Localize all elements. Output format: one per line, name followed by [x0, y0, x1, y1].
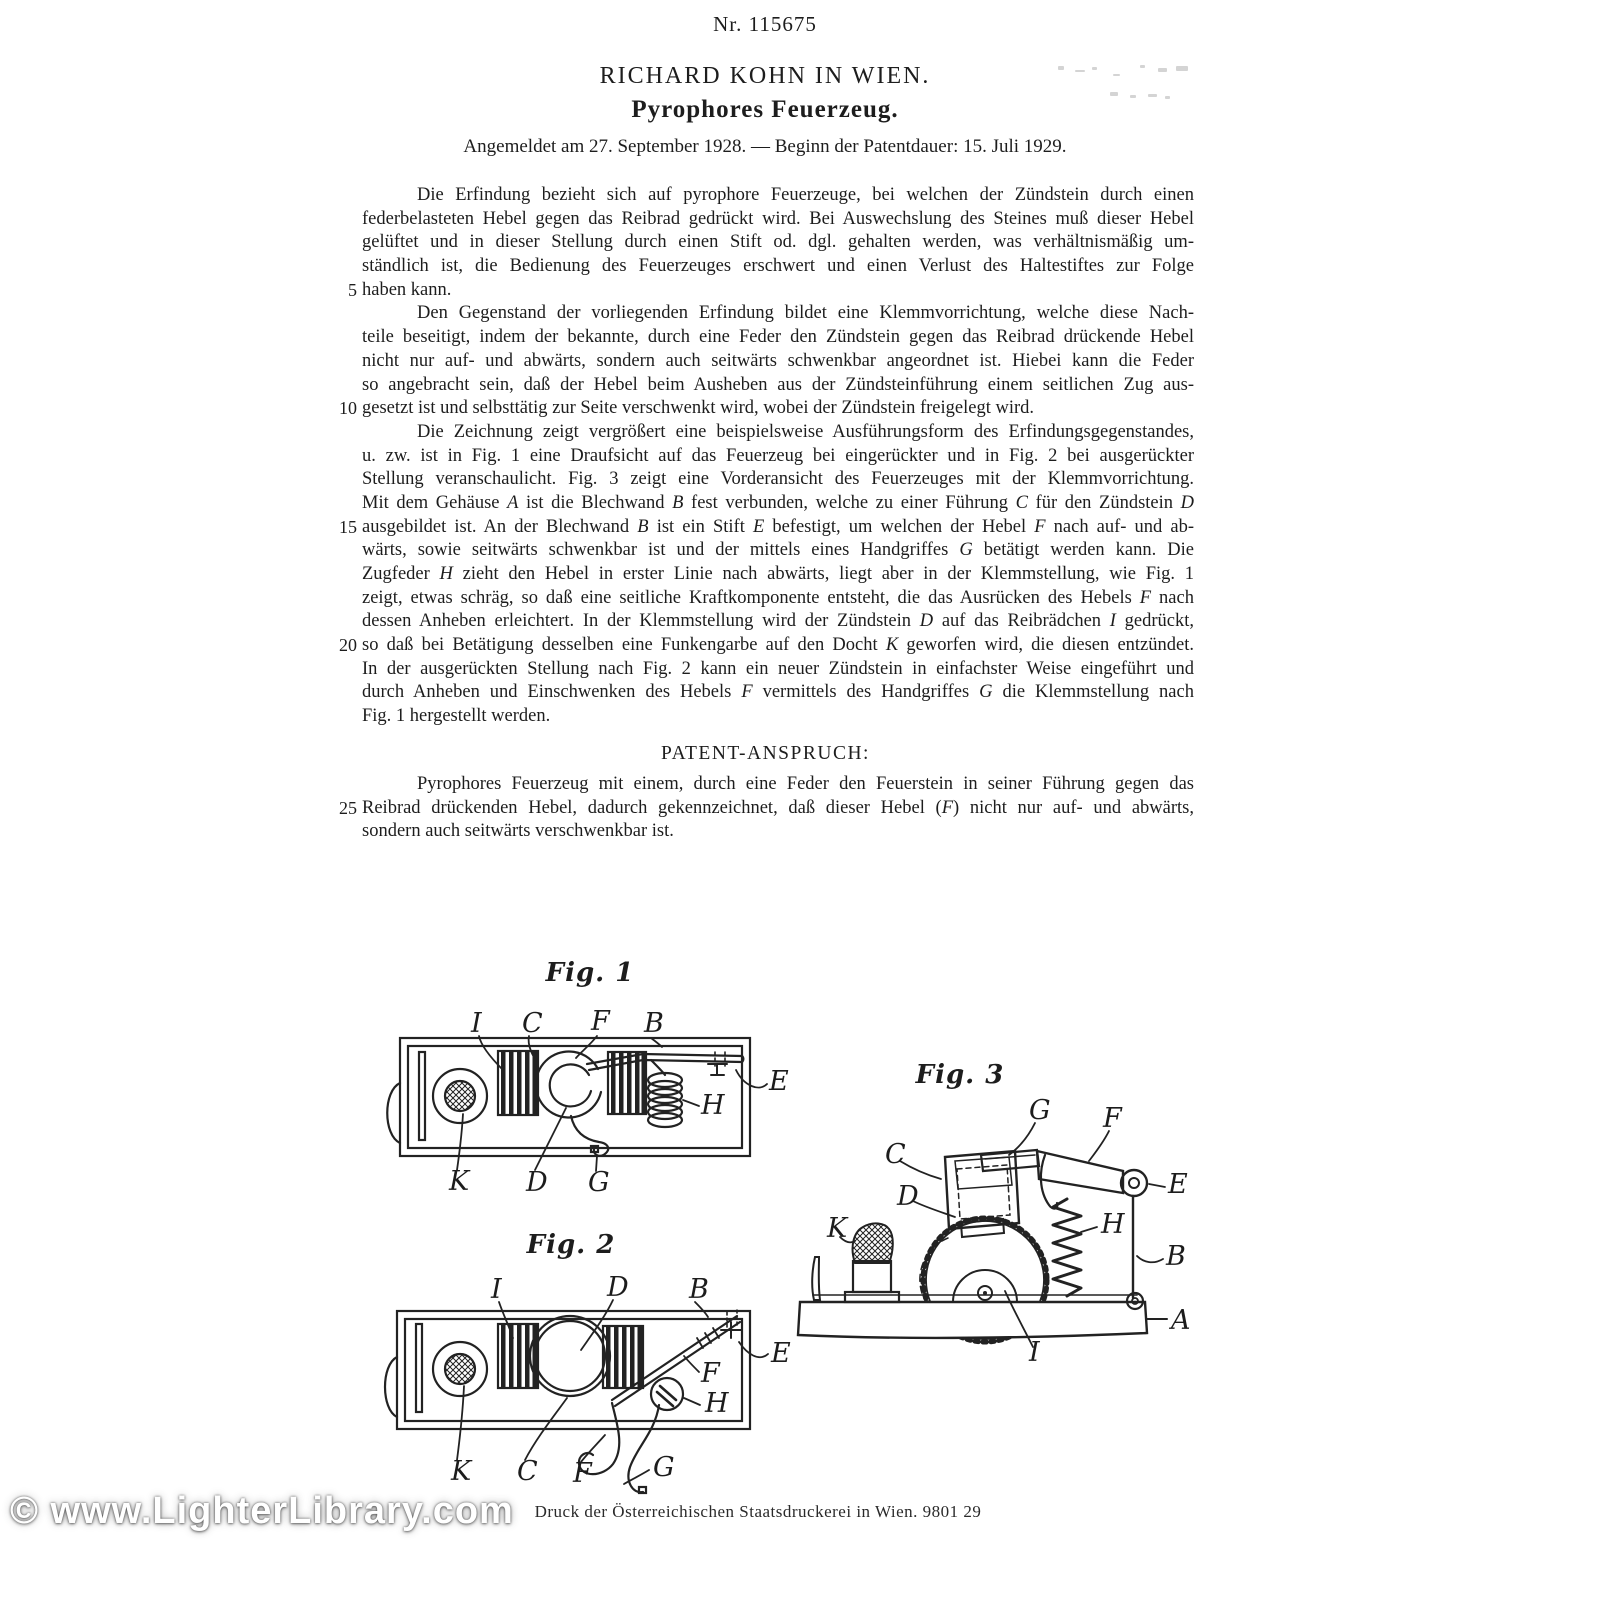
text-line [337, 773, 1194, 797]
fig2-label-K: K [451, 1456, 472, 1487]
text-line [337, 634, 1194, 658]
margin-line-number: 5 [348, 279, 357, 300]
text-line [337, 302, 1194, 326]
line-text: ständlich ist, die Bedienung des Feuerzeuges erschwert und einen Verlust des Haltestiftes zur Folge [362, 256, 1194, 277]
text-line [337, 563, 1194, 587]
line-text: Mit dem Gehäuse A ist die Blechwand B fest verbunden, welche zu einer Führung C für den Zündstein D [362, 492, 1194, 513]
fig3-label-B: B [1166, 1241, 1186, 1272]
fig1-label-H: H [701, 1090, 725, 1121]
fig3-label-G: G [1029, 1095, 1051, 1126]
line-text: wärts, sowie seitwärts schwenkbar ist und der mittels eines Handgriffes G betätigt werden kann. Die [362, 540, 1194, 561]
text-line [337, 208, 1194, 232]
line-text: Die Zeichnung zeigt vergrößert eine beispielsweise Ausführungsform des Erfindungsgegenstandes, [417, 421, 1194, 442]
fig3-label-A: A [1171, 1305, 1191, 1336]
line-text: nicht nur auf- und abwärts, sondern auch seitwärts schwenkbar angeordnet ist. Hiebei kann die Feder [362, 350, 1194, 371]
fig1-label-F: F [591, 1006, 610, 1037]
watermark: © www.LighterLibrary.com [10, 1490, 514, 1532]
text-line [337, 587, 1194, 611]
fig2-label-H: H [705, 1388, 729, 1419]
text-line [337, 279, 1194, 303]
text-line [337, 516, 1194, 540]
fig3-label-I: I [1029, 1337, 1040, 1368]
line-text: Zugfeder H zieht den Hebel in erster Linie nach abwärts, liegt aber in der Klemmstellung, wie Fig. 1 [362, 564, 1194, 584]
fig3-label-F: F [1103, 1103, 1122, 1134]
figure-1-drawing [375, 996, 795, 1196]
line-text: Stellung veranschaulicht. Fig. 3 zeigt eine Vorderansicht des Feuerzeuges mit der Klemmvorrichtung. [362, 469, 1194, 490]
figure-3-caption: Fig. 3 [915, 1060, 1005, 1090]
page-title: Pyrophores Feuerzeug. [631, 96, 899, 123]
figure-2-drawing [375, 1262, 795, 1512]
margin-line-number: 10 [339, 398, 357, 419]
claim-heading: PATENT-ANSPRUCH: [661, 742, 870, 764]
filing-dateline: Angemeldet am 27. September 1928. — Beginn der Patentdauer: 15. Juli 1929. [463, 136, 1067, 157]
figure-1-svg [375, 996, 795, 1196]
line-text: Reibrad drückenden Hebel, dadurch gekennzeichnet, daß dieser Hebel (F) nicht nur auf- und abwärts, [362, 797, 1194, 818]
pencil-marks [1030, 60, 1200, 105]
text-line [337, 610, 1194, 634]
margin-line-number: 20 [339, 635, 357, 656]
fig2-label-F-bottom: F [573, 1458, 592, 1489]
figure-1-caption: Fig. 1 [545, 958, 635, 988]
text-line [337, 231, 1194, 255]
text-line [337, 421, 1194, 445]
line-text: ausgebildet ist. An der Blechwand B ist ein Stift E befestigt, um welchen der Hebel F nach auf- und ab- [362, 516, 1195, 537]
figure-3-drawing [785, 1095, 1205, 1368]
line-text: u. zw. ist in Fig. 1 eine Draufsicht auf das Feuerzeug bei eingerückter und in Fig. 2 bei ausgerückter [362, 445, 1194, 466]
fig1-label-G: G [588, 1167, 610, 1198]
text-line [337, 820, 1194, 844]
line-text: durch Anheben und Einschwenken des Hebels F vermittels des Handgriffes G die Klemmstellung nach [362, 682, 1194, 703]
line-text: dessen Anheben erleichtert. In der Klemmstellung wird der Zündstein D auf das Reibrädchen I gedrückt, [362, 611, 1194, 632]
line-text: sondern auch seitwärts verschwenkbar ist. [362, 821, 674, 842]
fig1-label-K: K [449, 1166, 470, 1197]
figure-2-svg [375, 1262, 795, 1512]
fig3-label-C: C [885, 1139, 906, 1170]
text-line [337, 539, 1194, 563]
description-paragraphs [337, 184, 1194, 729]
line-text: so angebracht sein, daß der Hebel beim Ausheben aus der Zündsteinführung einem seitlichen Zug aus- [362, 374, 1194, 395]
text-line [337, 705, 1194, 729]
line-text: haben kann. [362, 279, 452, 300]
claim-paragraph [337, 773, 1194, 844]
fig3-label-K: K [827, 1213, 848, 1244]
line-text: federbelasteten Hebel gegen das Reibrad gedrückt wird. Bei Auswechslung des Steines muß dieser Hebel [362, 208, 1194, 229]
text-line [337, 184, 1194, 208]
line-text: Fig. 1 hergestellt werden. [362, 706, 551, 727]
text-line [337, 374, 1194, 398]
margin-line-number: 15 [339, 516, 357, 537]
text-line [337, 492, 1194, 516]
line-text: Pyrophores Feuerzeug mit einem, durch eine Feder den Feuerstein in seiner Führung gegen das [417, 773, 1194, 794]
text-line [337, 445, 1194, 469]
figure-3-svg [785, 1095, 1205, 1368]
fig2-label-I: I [491, 1274, 502, 1305]
figure-2-caption: Fig. 2 [526, 1230, 616, 1260]
fig2-label-F-right: F [701, 1358, 720, 1389]
text-line [337, 397, 1194, 421]
text-line [337, 658, 1194, 682]
fig2-label-D: D [607, 1272, 629, 1303]
text-line [337, 681, 1194, 705]
fig1-label-D: D [526, 1167, 548, 1198]
text-line [337, 326, 1194, 350]
line-text: teile beseitigt, indem der bekannte, durch eine Feder den Zündstein gegen das Reibrad drückende Hebel [362, 327, 1194, 348]
fig2-label-G: G [653, 1452, 675, 1483]
fig1-label-E: E [769, 1066, 789, 1097]
author-line: RICHARD KOHN IN WIEN. [599, 63, 931, 89]
line-text: gesetzt ist und selbsttätig zur Seite verschwenkt wird, wobei der Zündstein freigelegt wird. [362, 398, 1034, 419]
line-text: Den Gegenstand der vorliegenden Erfindung bildet eine Klemmvorrichtung, welche diese Nach- [417, 303, 1194, 324]
margin-line-number: 25 [339, 797, 357, 818]
line-text: Die Erfindung bezieht sich auf pyrophore Feuerzeuge, bei welchen der Zündstein durch einen [417, 185, 1194, 205]
line-text: In der ausgerückten Stellung nach Fig. 2 kann ein neuer Zündstein in einfachster Weise eingeführt und [362, 658, 1194, 679]
text-line [337, 350, 1194, 374]
text-line [337, 797, 1194, 821]
line-text: gelüftet und in dieser Stellung durch einen Stift od. dgl. gehalten werden, was verhältnismäßig um- [362, 232, 1194, 253]
fig2-label-E: E [771, 1338, 791, 1369]
patent-number: Nr. 115675 [713, 12, 817, 36]
patent-body-text [337, 184, 1194, 844]
fig1-label-C: C [522, 1008, 543, 1039]
printer-imprint: Druck der Österreichischen Staatsdruckerei in Wien. 9801 29 [534, 1502, 982, 1521]
fig3-label-D: D [897, 1181, 919, 1212]
text-line [337, 255, 1194, 279]
text-line [337, 468, 1194, 492]
line-text: so daß bei Betätigung desselben eine Funkengarbe auf den Docht K geworfen wird, die diesen entzündet. [362, 635, 1194, 656]
fig1-label-I: I [471, 1008, 482, 1039]
fig3-label-E: E [1168, 1169, 1188, 1200]
line-text: zeigt, etwas schräg, so daß eine seitliche Kraftkomponente entsteht, die das Ausrücken des Hebels F nach [362, 587, 1194, 608]
fig1-label-B: B [644, 1008, 664, 1039]
fig2-label-C: C [517, 1456, 538, 1487]
fig3-label-H: H [1101, 1209, 1125, 1240]
fig2-label-B: B [689, 1274, 709, 1305]
